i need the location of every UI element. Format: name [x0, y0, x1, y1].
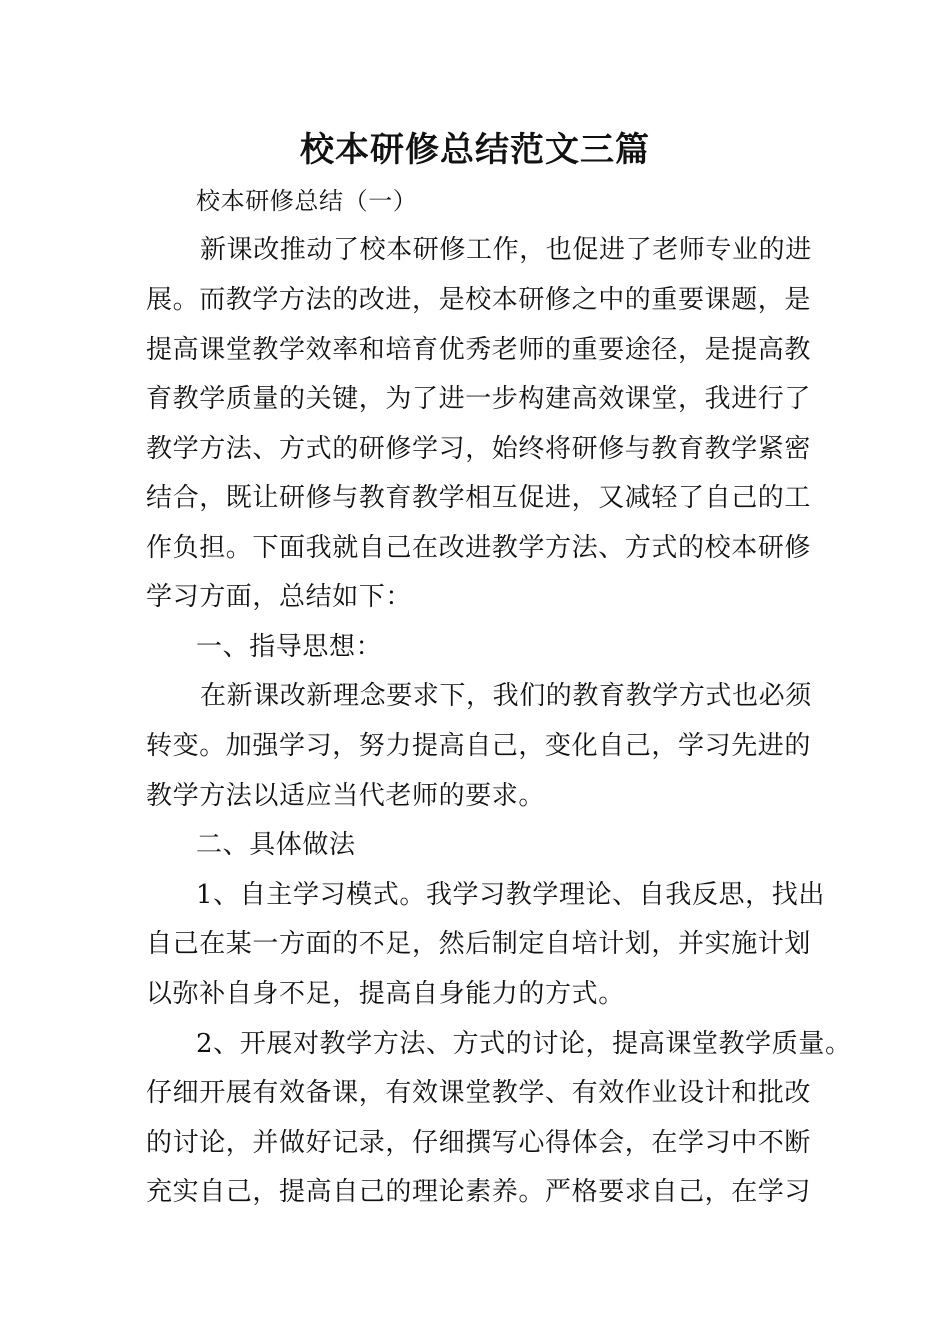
- paragraph-line: 在新课改新理念要求下，我们的教育教学方式也必须: [200, 681, 812, 711]
- paragraph-line: 1、自主学习模式。我学习教学理论、自我反思，找出: [196, 880, 825, 910]
- paragraph-line: 转变。加强学习，努力提高自己，变化自己，学习先进的: [146, 731, 812, 761]
- paragraph-line: 结合，既让研修与教育教学相互促进，又减轻了自己的工: [146, 483, 812, 513]
- paragraph-line: 作负担。下面我就自己在改进教学方法、方式的校本研修: [146, 533, 812, 563]
- document-title: 校本研修总结范文三篇: [300, 130, 650, 170]
- paragraph-line: 自己在某一方面的不足，然后制定自培计划，并实施计划: [146, 929, 812, 959]
- paragraph-line: 的讨论，并做好记录，仔细撰写心得体会，在学习中不断: [146, 1128, 812, 1158]
- section-subtitle: 校本研修总结（一）: [196, 187, 418, 215]
- section-heading: 一、指导思想：: [196, 632, 383, 662]
- section-heading: 二、具体做法: [196, 830, 356, 860]
- paragraph-line: 学习方面，总结如下：: [146, 582, 413, 612]
- paragraph-line: 以弥补自身不足，提高自身能力的方式。: [146, 979, 625, 1009]
- paragraph-line: 教学方法以适应当代老师的要求。: [146, 781, 546, 811]
- paragraph-line: 育教学质量的关键，为了进一步构建高效课堂，我进行了: [146, 384, 812, 414]
- paragraph-line: 充实自己，提高自己的理论素养。严格要求自己，在学习: [146, 1177, 812, 1207]
- paragraph-line: 仔细开展有效备课，有效课堂教学、有效作业设计和批改: [146, 1078, 812, 1108]
- paragraph-line: 教学方法、方式的研修学习，始终将研修与教育教学紧密: [146, 434, 812, 464]
- paragraph-line: 2、开展对教学方法、方式的讨论，提高课堂教学质量。: [196, 1029, 852, 1059]
- paragraph-line: 新课改推动了校本研修工作，也促进了老师专业的进: [200, 235, 812, 265]
- paragraph-line: 展。而教学方法的改进，是校本研修之中的重要课题，是: [146, 285, 812, 315]
- paragraph-line: 提高课堂教学效率和培育优秀老师的重要途径，是提高教: [146, 335, 812, 365]
